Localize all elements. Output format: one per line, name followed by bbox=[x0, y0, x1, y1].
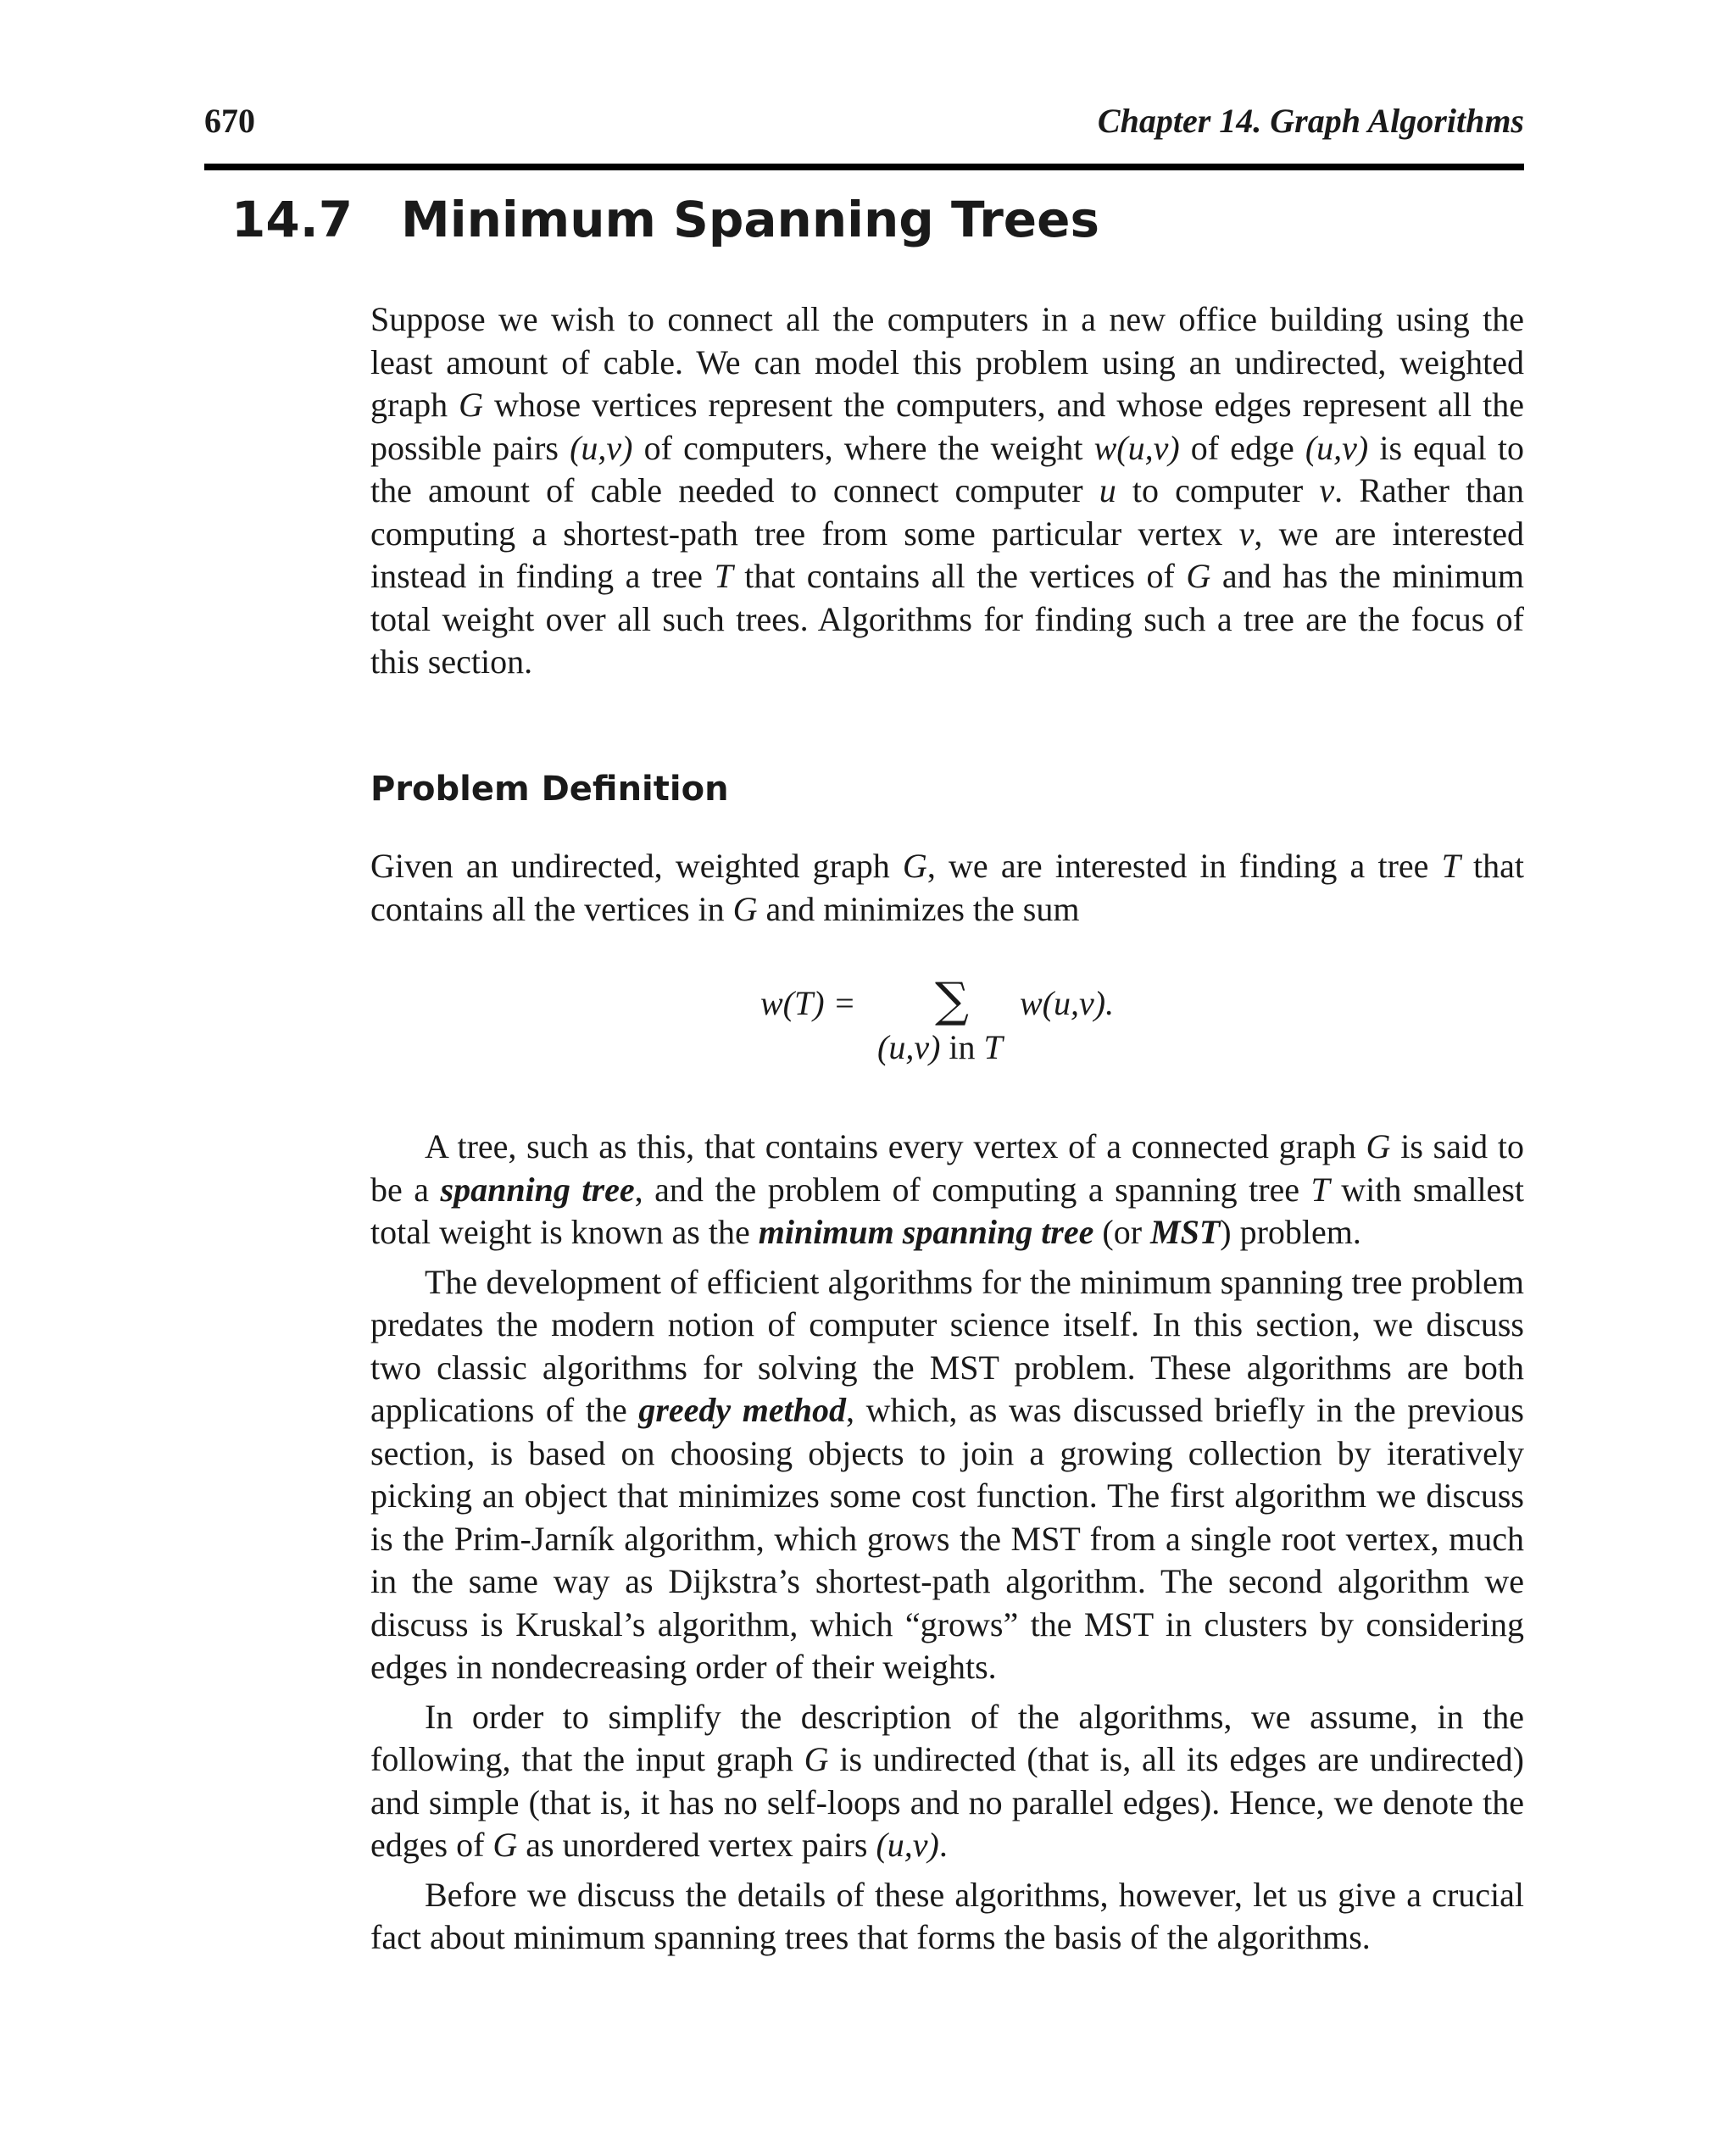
page-header bbox=[204, 100, 1524, 142]
subsection-title: Problem Definition bbox=[370, 770, 729, 809]
page-number: 670 bbox=[204, 102, 255, 140]
summation-subscript: (u,v) in T bbox=[877, 1028, 1003, 1066]
discussion-block bbox=[370, 1126, 1524, 1960]
intro-block bbox=[370, 298, 1524, 684]
section-number: 14.7 bbox=[231, 191, 353, 248]
assumptions-paragraph: In order to simplify the description of the algorithms, we assume, in the following, that the input graph G is undirected (that is, all its edges are undirected) and simple (that is, it has no self-loops and no parallel edges). Hence, we denote the edges of G as unordered vertex pairs (u,v). bbox=[370, 1697, 1524, 1864]
mst-weight-equation bbox=[760, 973, 1150, 1072]
problem-block bbox=[370, 845, 1524, 931]
running-head: Chapter 14. Graph Algorithms bbox=[1097, 102, 1524, 140]
greedy-method-paragraph: The development of efficient algorithms for the minimum spanning tree problem predates the modern notion of computer science itself. In this section, we discuss two classic algorithms for solving the MST problem. These algorithms are both applications of the greedy method, which, as was discussed briefly in the previous section, is based on choosing objects to join a growing collection by iteratively picking an object that minimizes some cost function. The first algorithm we discuss is the Prim-Jarník algorithm, which grows the MST from a single root vertex, much in the same way as Dijkstra’s shortest-path algorithm. The second algorithm we discuss is Kruskal’s algorithm, which “grows” the MST in clusters by considering edges in nondecreasing order of their weights. bbox=[370, 1262, 1524, 1686]
section-title: Minimum Spanning Trees bbox=[401, 191, 1100, 248]
crucial-fact-paragraph: Before we discuss the details of these algorithms, however, let us give a crucial fact about minimum spanning trees that forms the basis of the algorithms. bbox=[370, 1875, 1524, 1956]
header-rule bbox=[204, 164, 1524, 170]
equation-lhs: w(T) = bbox=[760, 984, 856, 1022]
summation-symbol: ∑ bbox=[935, 973, 969, 1028]
problem-paragraph: Given an undirected, weighted graph G, we are interested in finding a tree T that contains all the vertices in G and minimizes the sum bbox=[370, 847, 1525, 928]
spanning-tree-paragraph: A tree, such as this, that contains every vertex of a connected graph G is said to be a spanning tree, and the problem of computing a spanning tree T with smallest total weight is known as the minimum spanning tree (or MST) problem. bbox=[370, 1127, 1524, 1251]
section-heading bbox=[231, 188, 1099, 251]
intro-paragraph: Suppose we wish to connect all the computers in a new office building using the least amount of cable. We can model this problem using an undirected, weighted graph G whose vertices represent the computers, and whose edges represent all the possible pairs (u,v) of computers, where the weight w(u,v) of edge (u,v) is equal to the amount of cable needed to connect computer u to computer v. Rather than computing a shortest-path tree from some particular vertex v, we are interested instead in finding a tree T that contains all the vertices of G and has the minimum total weight over all such trees. Algorithms for finding such a tree are the focus of this section. bbox=[370, 300, 1525, 681]
equation-rhs: w(u,v). bbox=[1020, 984, 1115, 1022]
